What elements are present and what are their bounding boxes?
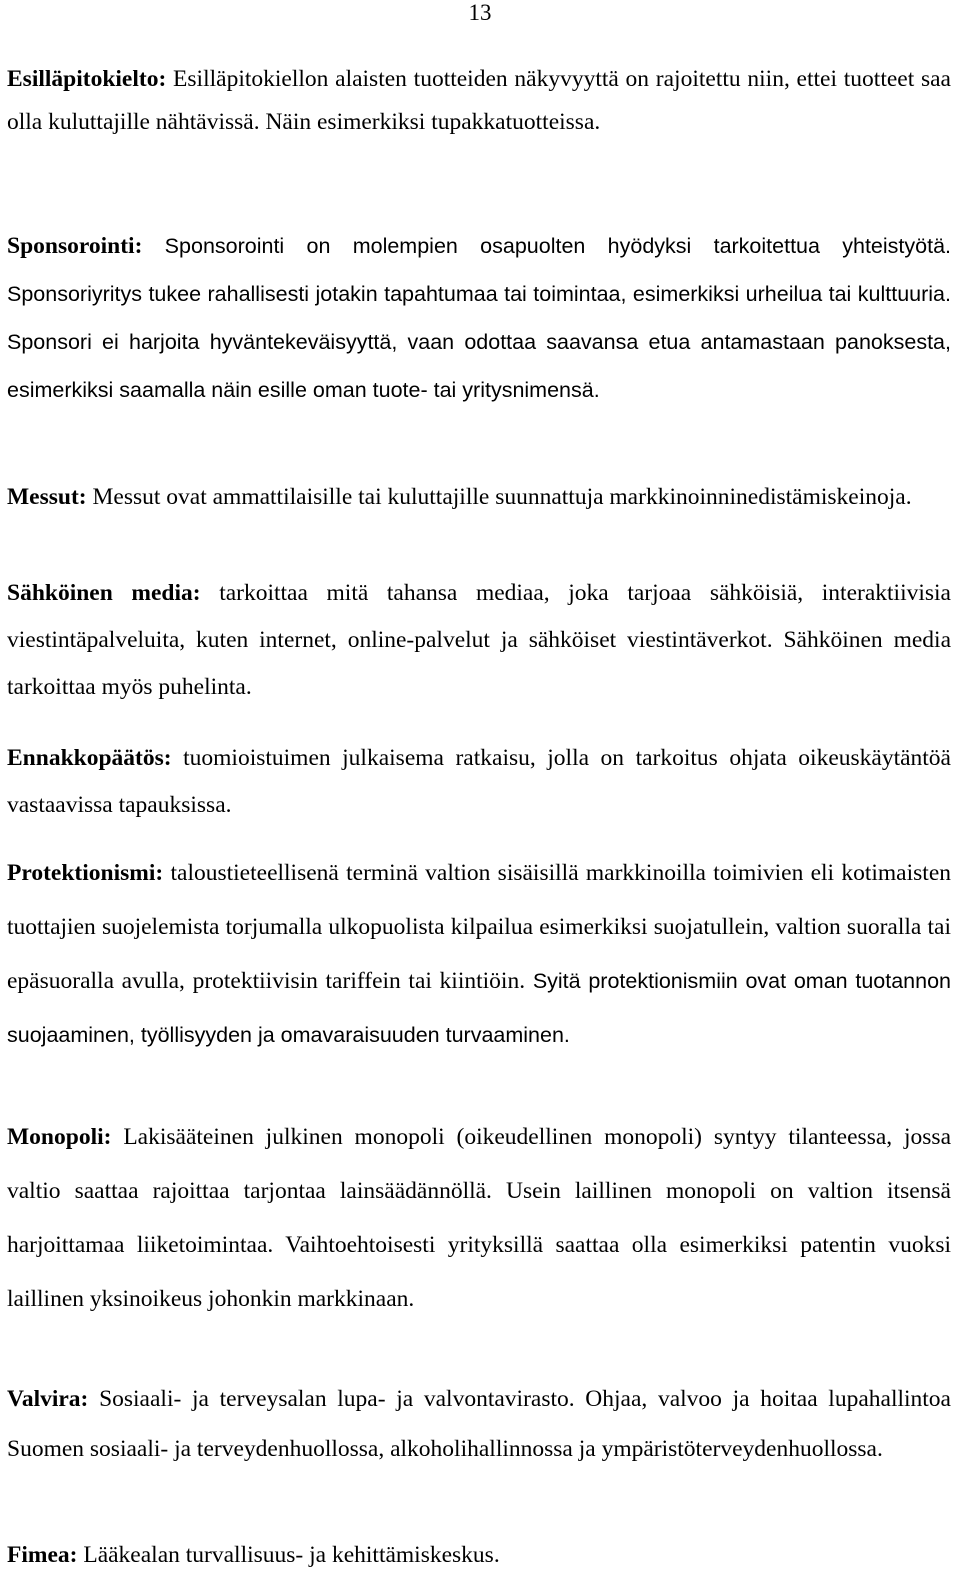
entry-term: Valvira: xyxy=(7,1386,89,1412)
entry-definition: tarkoittaa mitä tahansa mediaa, joka tarjoaa sähköisiä, interaktiivisia viestintäpalveluita, kuten internet, online-palvelut ja sähköiset viestintäverkot. Sähköinen media tarkoittaa myös puhelinta. xyxy=(7,580,951,700)
entry-term: Monopoli: xyxy=(7,1124,112,1150)
entry-term: Protektionismi: xyxy=(7,860,164,886)
glossary-entry-sahkoinen-media xyxy=(7,570,951,711)
glossary-entry-messut xyxy=(7,474,951,521)
entry-definition: Lakisääteinen julkinen monopoli (oikeudellinen monopoli) syntyy tilanteessa, jossa valtio saattaa rajoittaa tarjontaa lainsäädännöllä. Usein laillinen monopoli on valtion itsensä harjoittamaa liiketoimintaa. Vaihtoehtoisesti yrityksillä saattaa olla esimerkiksi patentin vuoksi laillinen yksinoikeus johonkin markkinaan. xyxy=(7,1124,951,1312)
entry-paragraph xyxy=(7,58,951,144)
entry-term: Esilläpitokielto: xyxy=(7,66,167,92)
glossary-entry-ennakkopaatos xyxy=(7,735,951,829)
entry-term: Fimea: xyxy=(7,1542,78,1568)
entry-definition: tuomioistuimen julkaisema ratkaisu, jolla on tarkoitus ohjata oikeuskäytäntöä vastaavissa tapauksissa. xyxy=(7,745,951,818)
entry-paragraph xyxy=(7,846,951,1062)
entry-definition: Esilläpitokiellon alaisten tuotteiden näkyvyyttä on rajoitettu niin, ettei tuotteet saa olla kuluttajille nähtävissä. Näin esimerkiksi tupakkatuotteissa. xyxy=(7,66,951,135)
page-number: 13 xyxy=(468,0,492,25)
entry-paragraph xyxy=(7,1537,951,1573)
entry-definition: Messut ovat ammattilaisille tai kuluttajille suunnattuja markkinoinninedistämiskeinoja. xyxy=(86,484,912,510)
entry-paragraph xyxy=(7,1110,951,1326)
entry-paragraph xyxy=(7,222,951,414)
entry-paragraph xyxy=(7,1374,951,1474)
glossary-entry-protektionismi xyxy=(7,846,951,1062)
glossary-entry-esillapitokielto xyxy=(7,58,951,144)
entry-paragraph xyxy=(7,474,951,521)
glossary-entry-fimea xyxy=(7,1537,951,1573)
glossary-entry-monopoli xyxy=(7,1110,951,1326)
glossary-entry-valvira xyxy=(7,1374,951,1474)
entry-definition: Lääkealan turvallisuus- ja kehittämiskeskus. xyxy=(77,1542,500,1568)
entry-term: Ennakkopäätös: xyxy=(7,745,172,771)
glossary-entry-sponsorointi xyxy=(7,222,951,414)
entry-term: Sponsorointi: xyxy=(7,233,143,259)
entry-definition: Sosiaali- ja terveysalan lupa- ja valvontavirasto. Ohjaa, valvoo ja hoitaa lupahallintoa Suomen sosiaali- ja terveydenhuollossa, alkoholihallinnossa ja ympäristöterveydenhuollossa. xyxy=(7,1386,951,1462)
entry-definition: taloustieteellisenä terminä valtion sisäisillä markkinoilla toimivien eli kotimaisten tuottajien suojelemista torjumalla ulkopuolista kilpailua esimerkiksi suojatullein, valtion suoralla tai epäsuoralla avulla, protektiivisin tariffein tai kiintiöin. xyxy=(7,860,951,994)
entry-paragraph xyxy=(7,570,951,711)
entry-definition: Sponsorointi on molempien osapuolten hyödyksi tarkoitettua yhteistyötä. Sponsoriyritys tukee rahallisesti jotakin tapahtumaa tai toimintaa, esimerkiksi urheilua tai kulttuuria. Sponsori ei harjoita hyväntekeväisyyttä, vaan odottaa saavansa etua antamastaan panoksesta, esimerkiksi saamalla näin esille oman tuote- tai yritysnimensä. xyxy=(7,234,951,402)
entry-definition-continued: Syitä protektionismiin ovat oman tuotannon suojaaminen, työllisyyden ja omavaraisuuden turvaaminen. xyxy=(7,969,951,1047)
entry-term: Sähköinen media: xyxy=(7,580,201,606)
entry-paragraph xyxy=(7,735,951,829)
entry-term: Messut: xyxy=(7,484,87,510)
